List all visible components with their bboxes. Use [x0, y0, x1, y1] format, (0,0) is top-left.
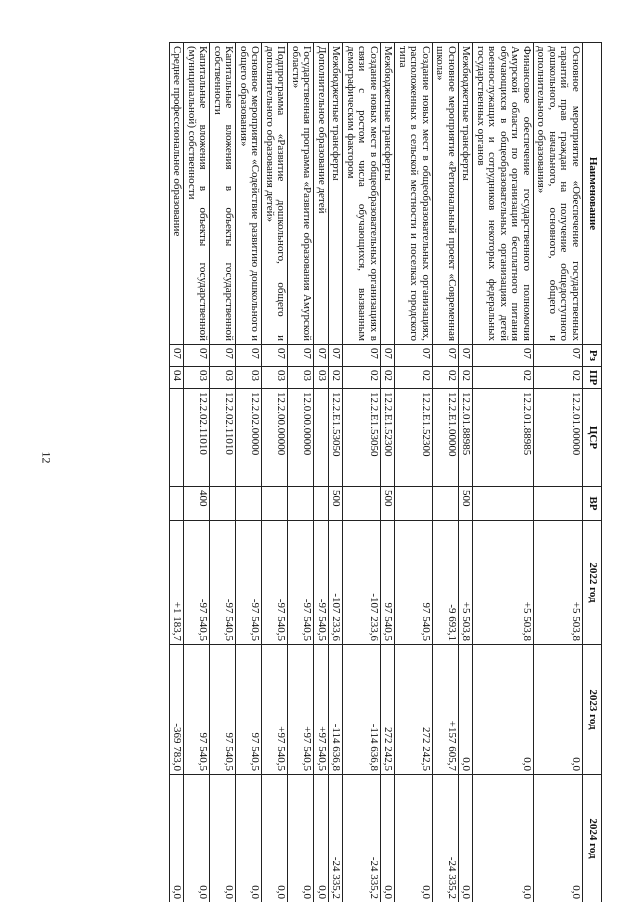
cell-2022: 97 540,5	[381, 521, 396, 645]
cell-2023: -369 783,0	[170, 645, 185, 775]
cell-2022: -107 233,6	[329, 521, 344, 645]
table-row	[343, 43, 381, 903]
cell-csr: 12.2.00.00000	[262, 389, 288, 487]
header-2024: 2024 год	[583, 775, 602, 903]
header-2022: 2022 год	[583, 521, 602, 645]
cell-pr: 03	[288, 367, 314, 389]
cell-2024: -24 335,2	[343, 775, 381, 903]
cell-name: Подпрограмма «Развитие дошкольного, общего и дополнительного образования детей»	[262, 43, 288, 345]
cell-2023: 272 242,5	[395, 645, 433, 775]
cell-2024: -24 335,2	[329, 775, 344, 903]
cell-name: Создание новых мест в общеобразовательных организациях, расположенных в сельской местности и поселках городского типа	[395, 43, 433, 345]
cell-csr: 12.2.01.88985	[473, 389, 534, 487]
table-row	[210, 43, 236, 903]
cell-pr: 02	[459, 367, 474, 389]
table-body	[170, 43, 583, 903]
cell-2022: -107 233,6	[343, 521, 381, 645]
cell-csr: 12.2.E1.53050	[329, 389, 344, 487]
cell-vr	[236, 487, 262, 521]
cell-pr: 03	[184, 367, 210, 389]
table-row	[473, 43, 534, 903]
table-row	[170, 43, 185, 903]
cell-2024: 0,0	[184, 775, 210, 903]
cell-2022: -9 693,1	[433, 521, 459, 645]
cell-2022: -97 540,5	[262, 521, 288, 645]
cell-2023: +97 540,5	[314, 645, 329, 775]
table-row	[288, 43, 314, 903]
cell-pr: 03	[236, 367, 262, 389]
table-row	[433, 43, 459, 903]
cell-csr: 12.2.02.11010	[210, 389, 236, 487]
cell-2024: 0,0	[473, 775, 534, 903]
cell-rz: 07	[343, 345, 381, 367]
cell-2024: 0,0	[236, 775, 262, 903]
cell-csr: 12.2.02.00000	[236, 389, 262, 487]
cell-2022: -97 540,5	[210, 521, 236, 645]
cell-2022: 97 540,5	[395, 521, 433, 645]
cell-vr	[473, 487, 534, 521]
cell-rz: 07	[314, 345, 329, 367]
table-row	[381, 43, 396, 903]
cell-2024: 0,0	[170, 775, 185, 903]
cell-name: Межбюджетные трансферты	[329, 43, 344, 345]
cell-vr: 500	[459, 487, 474, 521]
cell-name: Дополнительное образование детей	[314, 43, 329, 345]
cell-csr: 12.2.01.00000	[534, 389, 583, 487]
cell-pr: 03	[210, 367, 236, 389]
cell-rz: 07	[381, 345, 396, 367]
cell-vr	[170, 487, 185, 521]
cell-csr: 12.2.E1.00000	[433, 389, 459, 487]
cell-pr: 02	[329, 367, 344, 389]
cell-2024: 0,0	[381, 775, 396, 903]
cell-vr	[433, 487, 459, 521]
budget-table	[169, 42, 602, 902]
cell-vr	[210, 487, 236, 521]
table-row	[236, 43, 262, 903]
cell-2023: -114 636,8	[343, 645, 381, 775]
cell-pr: 02	[473, 367, 534, 389]
cell-vr	[534, 487, 583, 521]
cell-pr: 02	[395, 367, 433, 389]
cell-2024: -24 335,2	[433, 775, 459, 903]
cell-name: Капитальные вложения в объекты государственной (муниципальной) собственности	[184, 43, 210, 345]
cell-2024: 0,0	[262, 775, 288, 903]
cell-2024: 0,0	[210, 775, 236, 903]
cell-rz: 07	[288, 345, 314, 367]
table-header-row	[583, 43, 602, 903]
cell-csr: 12.2.01.88985	[459, 389, 474, 487]
cell-2022: -97 540,5	[184, 521, 210, 645]
cell-vr	[314, 487, 329, 521]
cell-2022: +5 503,8	[459, 521, 474, 645]
cell-name: Финансовое обеспечение государственного полномочия Амурской области по организации бесплатного питания обучающихся в общеобразовательных организациях детей военнослужащих и сотрудников некоторых федеральных государственных органов	[473, 43, 534, 345]
cell-2022: -97 540,5	[314, 521, 329, 645]
cell-csr	[314, 389, 329, 487]
cell-2024: 0,0	[314, 775, 329, 903]
cell-2023: 0,0	[534, 645, 583, 775]
header-pr: ПР	[583, 367, 602, 389]
cell-pr: 03	[314, 367, 329, 389]
cell-rz: 07	[473, 345, 534, 367]
cell-vr: 400	[184, 487, 210, 521]
cell-2022: +1 183,7	[170, 521, 185, 645]
cell-csr	[170, 389, 185, 487]
cell-2023: 272 242,5	[381, 645, 396, 775]
cell-rz: 07	[262, 345, 288, 367]
cell-pr: 03	[262, 367, 288, 389]
cell-2023: 97 540,5	[236, 645, 262, 775]
cell-vr	[395, 487, 433, 521]
header-name: Наименование	[583, 43, 602, 345]
cell-pr: 02	[433, 367, 459, 389]
cell-2023: 0,0	[473, 645, 534, 775]
cell-vr	[343, 487, 381, 521]
table-row	[184, 43, 210, 903]
cell-name: Основное мероприятие «Обеспечение государственных гарантий прав граждан на получение общедоступного дошкольного, начального, основного, общего и дополнительного образования»	[534, 43, 583, 345]
cell-name: Основное мероприятие «Региональный проект «Современная школа»	[433, 43, 459, 345]
cell-rz: 07	[236, 345, 262, 367]
cell-name: Государственная программа «Развитие образования Амурской области»	[288, 43, 314, 345]
cell-csr: 12.2.E1.52300	[395, 389, 433, 487]
cell-2023: +97 540,5	[288, 645, 314, 775]
cell-vr	[288, 487, 314, 521]
cell-vr: 500	[329, 487, 344, 521]
table-row	[534, 43, 583, 903]
cell-name: Межбюджетные трансферты	[459, 43, 474, 345]
cell-rz: 07	[395, 345, 433, 367]
header-2023: 2023 год	[583, 645, 602, 775]
table-row	[314, 43, 329, 903]
cell-2024: 0,0	[395, 775, 433, 903]
cell-rz: 07	[210, 345, 236, 367]
cell-2022: -97 540,5	[288, 521, 314, 645]
cell-2024: 0,0	[459, 775, 474, 903]
table-row	[329, 43, 344, 903]
cell-rz: 07	[433, 345, 459, 367]
cell-rz: 07	[459, 345, 474, 367]
cell-2022: +5 503,8	[534, 521, 583, 645]
table-rotated-content	[92, 42, 602, 902]
cell-vr: 500	[381, 487, 396, 521]
cell-2023: 97 540,5	[210, 645, 236, 775]
cell-csr: 12.2.02.11010	[184, 389, 210, 487]
cell-2022: +5 503,8	[473, 521, 534, 645]
cell-name: Капитальные вложения в объекты государственной собственности	[210, 43, 236, 345]
table-row	[459, 43, 474, 903]
cell-rz: 07	[184, 345, 210, 367]
table-row	[262, 43, 288, 903]
header-rz: Рз	[583, 345, 602, 367]
cell-csr: 12.2.E1.53050	[343, 389, 381, 487]
page-number: 12	[39, 451, 54, 464]
cell-pr: 02	[343, 367, 381, 389]
cell-name: Межбюджетные трансферты	[381, 43, 396, 345]
cell-vr	[262, 487, 288, 521]
cell-2023: 0,0	[459, 645, 474, 775]
cell-rz: 07	[170, 345, 185, 367]
cell-name: Среднее профессиональное образование	[170, 43, 185, 345]
cell-2023: -114 636,8	[329, 645, 344, 775]
cell-name: Создание новых мест в общеобразовательных организациях в связи с ростом числа обучающихся, вызванным демографическим фактором	[343, 43, 381, 345]
cell-rz: 07	[329, 345, 344, 367]
cell-csr: 12.2.E1.52300	[381, 389, 396, 487]
cell-2024: 0,0	[288, 775, 314, 903]
header-csr: ЦСР	[583, 389, 602, 487]
cell-rz: 07	[534, 345, 583, 367]
table-row	[395, 43, 433, 903]
cell-pr: 04	[170, 367, 185, 389]
cell-2022: -97 540,5	[236, 521, 262, 645]
cell-csr: 12.0.00.00000	[288, 389, 314, 487]
cell-2024: 0,0	[534, 775, 583, 903]
header-vr: ВР	[583, 487, 602, 521]
cell-2023: 97 540,5	[184, 645, 210, 775]
cell-2023: +157 605,7	[433, 645, 459, 775]
cell-pr: 02	[381, 367, 396, 389]
cell-2023: +97 540,5	[262, 645, 288, 775]
cell-pr: 02	[534, 367, 583, 389]
cell-name: Основное мероприятие «Содействие развитию дошкольного и общего образования»	[236, 43, 262, 345]
table-rotation-frame	[92, 42, 602, 902]
